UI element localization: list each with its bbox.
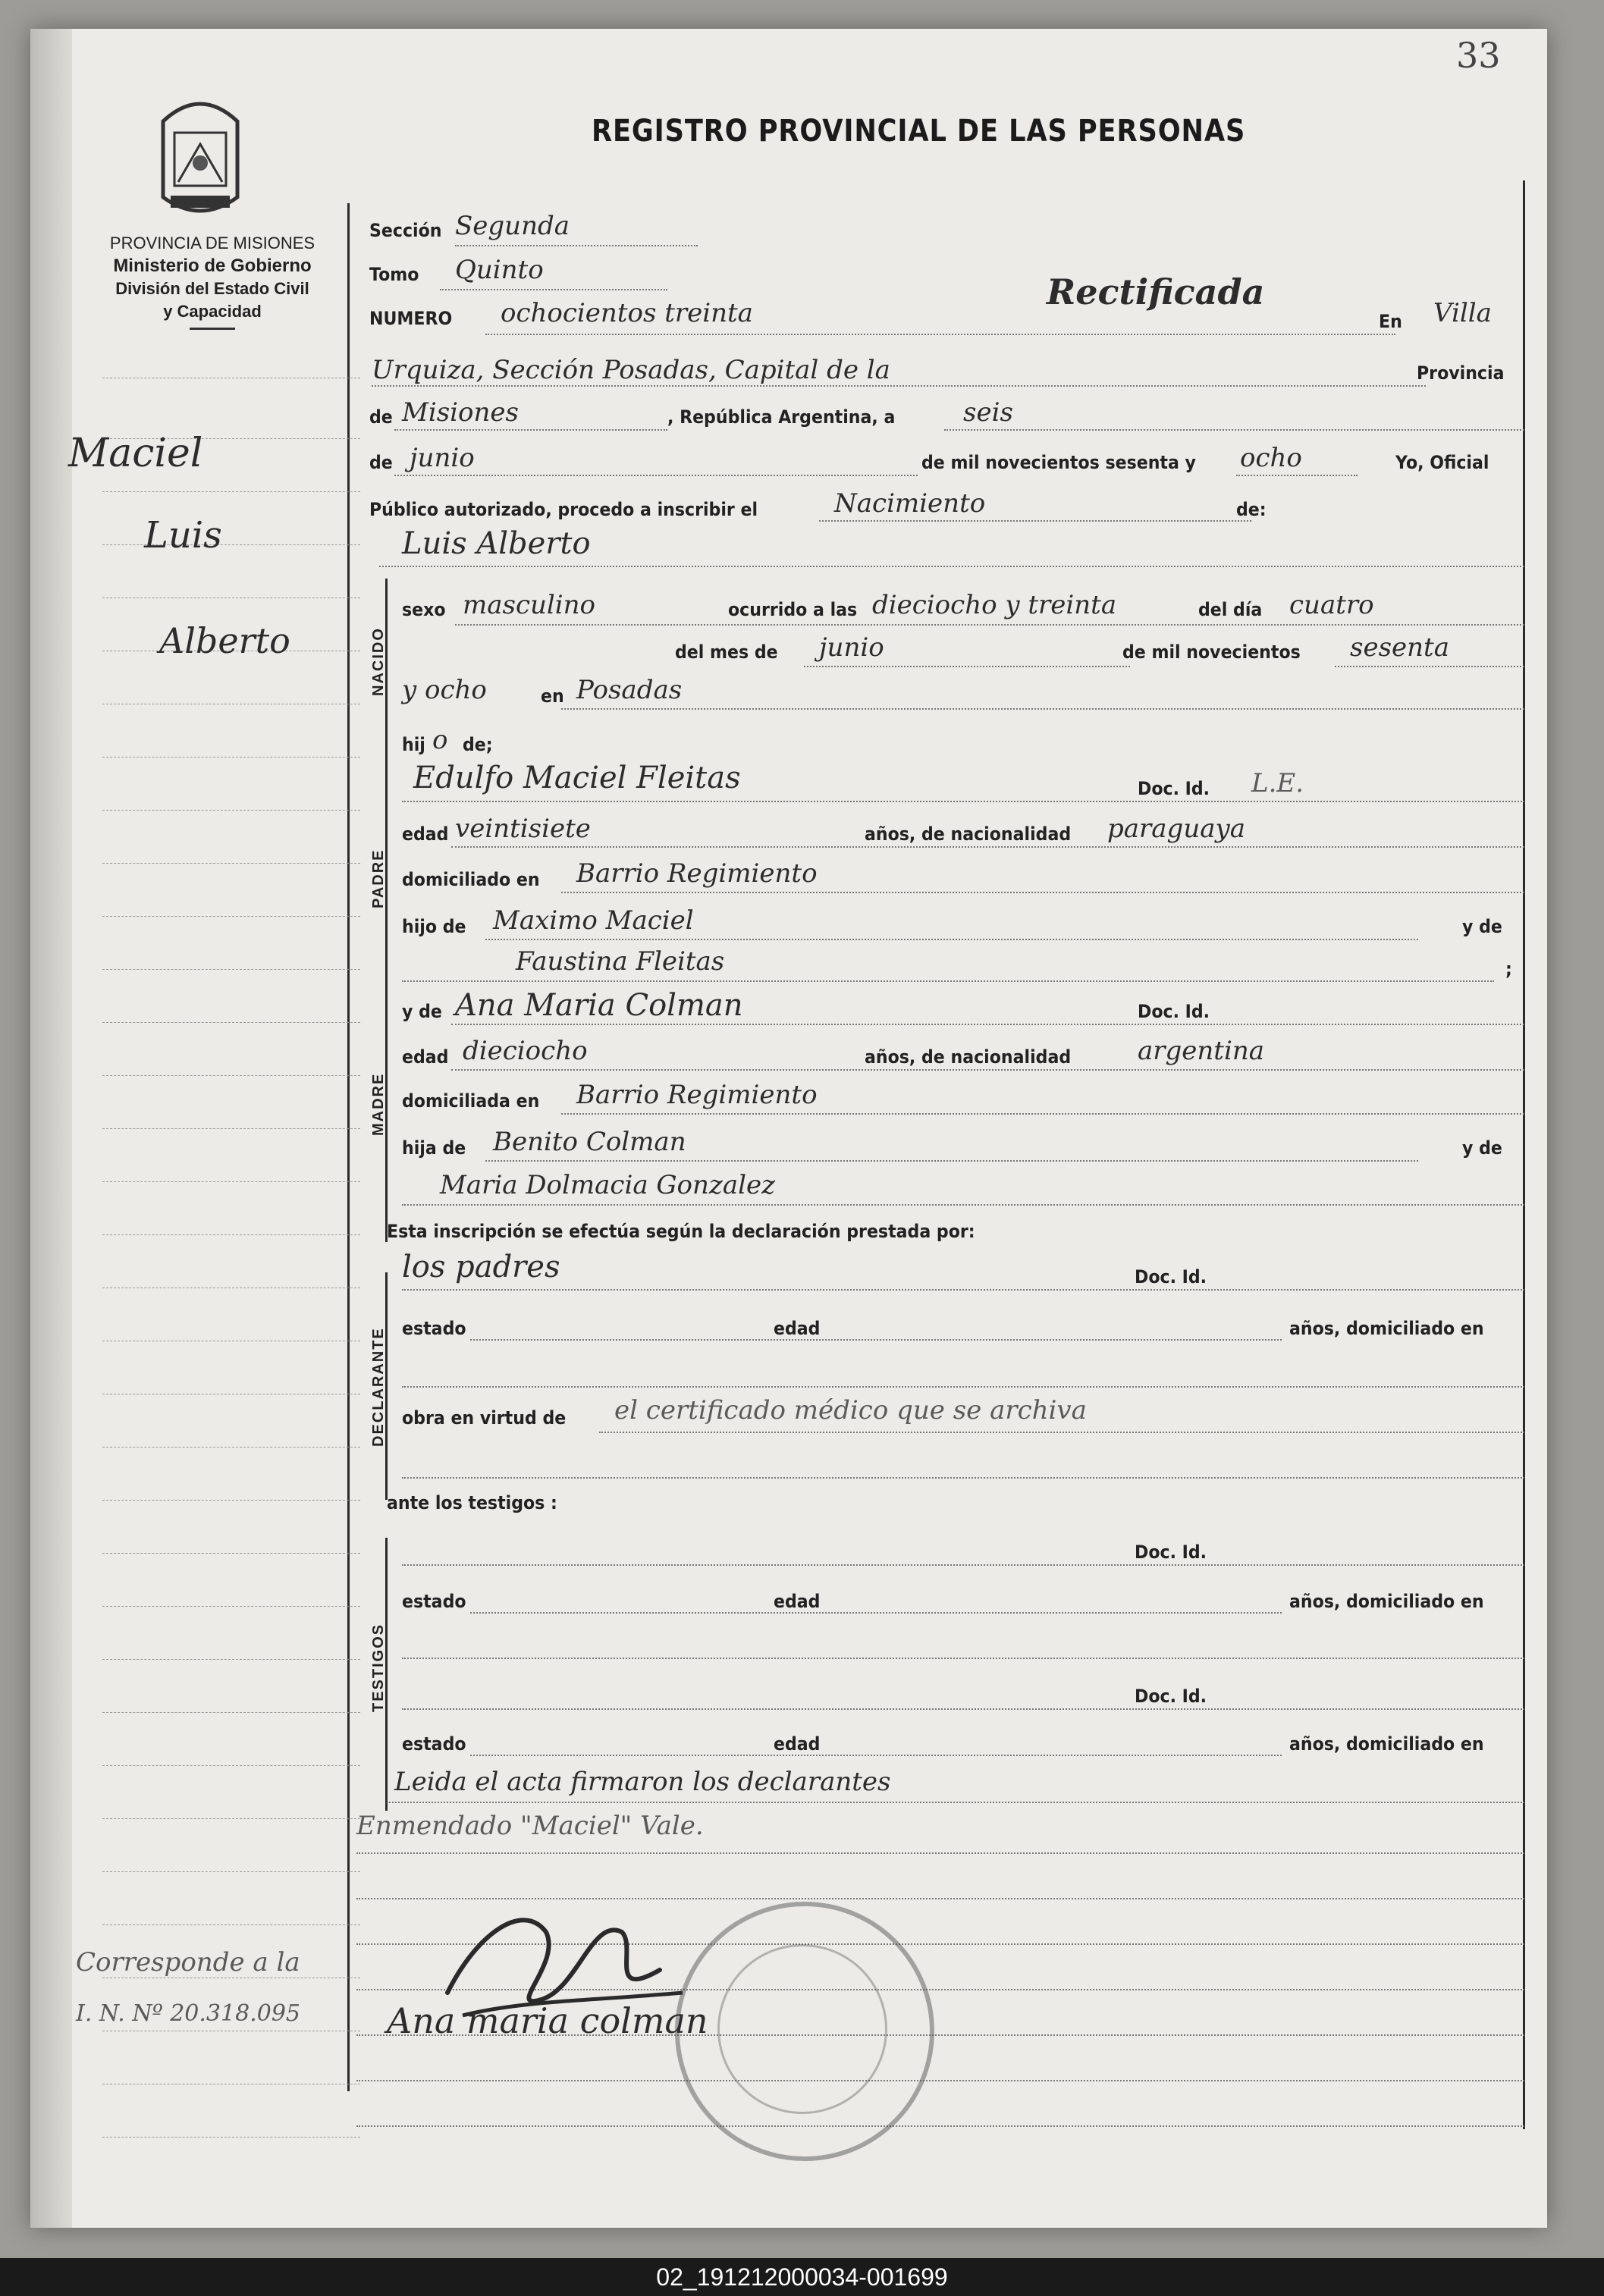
value-tomo: Quinto xyxy=(455,255,544,285)
label-obra: obra en virtud de xyxy=(402,1407,567,1429)
document-title: REGISTRO PROVINCIAL DE LAS PERSONAS xyxy=(592,114,1246,149)
section-label-madre: MADRE xyxy=(370,1072,387,1136)
value-declarante: los padres xyxy=(402,1250,560,1284)
label-del-mes: del mes de xyxy=(675,641,778,663)
label-hija-de: hija de xyxy=(402,1137,466,1159)
label-madre-domicilio: domiciliada en xyxy=(402,1090,540,1112)
line-declarante-domicilio xyxy=(402,1386,1524,1388)
label-de-colon: de: xyxy=(1236,499,1267,520)
value-madre-madre: Maria Dolmacia Gonzalez xyxy=(440,1170,776,1200)
line-testigo1-domicilio xyxy=(402,1658,1524,1659)
line-acto xyxy=(819,520,1251,522)
label-de-mes: de xyxy=(369,452,393,473)
label-declarante-edad: edad xyxy=(774,1318,821,1339)
margin-correction-note: Corresponde a la xyxy=(76,1947,300,1978)
label-de-hijo: de; xyxy=(463,734,493,755)
value-obra: el certificado médico que se archiva xyxy=(614,1395,1087,1426)
label-publico: Público autorizado, procedo a inscribir el xyxy=(369,499,758,520)
value-seccion: Segunda xyxy=(455,211,570,241)
page-binding xyxy=(30,29,72,2228)
label-ante-testigos: ante los testigos : xyxy=(387,1492,557,1513)
section-label-padre: PADRE xyxy=(370,848,387,908)
label-testigo2-anos: años, domiciliado en xyxy=(1289,1733,1484,1755)
label-madre-edad: edad xyxy=(402,1046,449,1068)
section-label-testigos: TESTIGOS xyxy=(370,1623,387,1712)
value-enmienda: Enmendado "Maciel" Vale. xyxy=(356,1811,704,1841)
label-yo-oficial: Yo, Oficial xyxy=(1395,452,1489,473)
line-provincia xyxy=(394,429,667,431)
line-padre-madre xyxy=(402,980,1494,982)
margin-given-2: Alberto xyxy=(159,620,290,661)
ministry-name: Ministerio de Gobierno xyxy=(113,256,312,276)
value-sexo: masculino xyxy=(463,590,596,620)
label-mil-novecientos-sesenta: de mil novecientos sesenta y xyxy=(921,452,1196,473)
value-madre-padre: Benito Colman xyxy=(493,1127,686,1157)
label-padre-y-de: y de xyxy=(1462,916,1502,937)
margin-dni-note: I. N. Nº 20.318.095 xyxy=(76,2000,300,2027)
value-provincia: Misiones xyxy=(402,397,519,428)
label-en: En xyxy=(1379,311,1402,332)
line-padre-edad xyxy=(451,846,1524,848)
line-anio-nacimiento xyxy=(1335,666,1524,667)
value-lugar: Posadas xyxy=(576,675,683,705)
label-padre-doc: Doc. Id. xyxy=(1138,778,1210,799)
line-madre-domicilio xyxy=(561,1113,1524,1115)
official-stamp xyxy=(675,1902,934,2161)
value-anio-registro: ocho xyxy=(1240,443,1302,473)
label-del-dia: del día xyxy=(1198,599,1263,620)
label-inscripcion: Esta inscripción se efectúa según la declaración prestada por: xyxy=(387,1221,975,1242)
line-lower-6 xyxy=(356,2080,1524,2081)
label-republica: , República Argentina, a xyxy=(667,406,896,428)
section-label-declarante: DECLARANTE xyxy=(370,1327,387,1447)
value-mes-registro: junio xyxy=(410,443,475,473)
mother-signature: Ana maria colman xyxy=(387,2000,708,2041)
value-hora: dieciocho y treinta xyxy=(872,590,1117,620)
line-lugar xyxy=(561,708,1524,710)
ministry-capacity: y Capacidad xyxy=(163,302,262,321)
label-tomo: Tomo xyxy=(369,264,419,285)
line-mes-registro xyxy=(394,475,918,476)
label-padre-domicilio: domiciliado en xyxy=(402,869,540,890)
label-hijo-de: hijo de xyxy=(402,916,466,937)
label-testigo1-doc: Doc. Id. xyxy=(1135,1542,1207,1563)
line-padre-padre xyxy=(485,939,1418,940)
line-madre-padre xyxy=(485,1160,1418,1162)
label-padre-nacionalidad: años, de nacionalidad xyxy=(865,823,1072,845)
label-de-provincia: de xyxy=(369,406,393,428)
label-de-mil-novecientos: de mil novecientos xyxy=(1122,641,1301,663)
line-mes-nacimiento xyxy=(804,666,1130,667)
label-seccion: Sección xyxy=(369,220,442,241)
label-hij: hij xyxy=(402,734,425,755)
value-cierre: Leida el acta firmaron los declarantes xyxy=(394,1767,891,1797)
ministry-province: PROVINCIA DE MISIONES xyxy=(109,234,315,252)
line-obra xyxy=(599,1432,1524,1433)
line-lower-1 xyxy=(356,1852,1524,1854)
line-madre-edad xyxy=(451,1069,1524,1071)
value-numero: ochocientos treinta xyxy=(501,298,753,328)
value-hij-suffix: o xyxy=(432,725,448,755)
label-sexo: sexo xyxy=(402,599,446,620)
line-cierre xyxy=(387,1802,1524,1803)
label-testigo1-estado: estado xyxy=(402,1591,466,1612)
value-en: Villa xyxy=(1433,298,1492,328)
label-testigo2-doc: Doc. Id. xyxy=(1135,1686,1207,1707)
line-anio-registro xyxy=(1236,475,1358,476)
value-acto: Nacimiento xyxy=(834,488,986,519)
value-anio-nacimiento: sesenta xyxy=(1350,632,1449,663)
section-label-nacido: NACIDO xyxy=(370,627,387,696)
line-testigo2-estado xyxy=(470,1755,1282,1756)
value-madre-nombre: Ana Maria Colman xyxy=(455,988,743,1023)
label-madre-doc: Doc. Id. xyxy=(1138,1001,1210,1022)
value-locality: Urquiza, Sección Posadas, Capital de la xyxy=(372,355,890,385)
value-padre-nombre: Edulfo Maciel Fleitas xyxy=(413,761,741,795)
label-padre-edad: edad xyxy=(402,823,449,845)
value-padre-domicilio: Barrio Regimiento xyxy=(576,858,818,889)
line-madre-madre xyxy=(402,1204,1524,1206)
page-number: 33 xyxy=(1456,35,1501,76)
line-declarante xyxy=(402,1289,1524,1291)
line-padre-nombre xyxy=(402,801,1524,802)
value-padre-nacionalidad: paraguaya xyxy=(1107,814,1245,844)
value-padre-padre: Maximo Maciel xyxy=(493,905,694,936)
label-testigo2-edad: edad xyxy=(774,1733,821,1755)
line-numero xyxy=(485,334,1395,335)
footer-file-id: 02_191212000034-001699 xyxy=(0,2258,1604,2296)
label-ocurrido: ocurrido a las xyxy=(728,599,858,620)
label-declarante-doc: Doc. Id. xyxy=(1135,1266,1207,1288)
value-rectificada-stamp: Rectificada xyxy=(1047,271,1265,312)
margin-surname: Maciel xyxy=(68,431,203,476)
value-dia-registro: seis xyxy=(963,397,1013,428)
label-declarante-anos: años, domiciliado en xyxy=(1289,1318,1484,1339)
label-declarante-estado: estado xyxy=(402,1318,466,1339)
label-provincia: Provincia xyxy=(1417,362,1505,384)
label-madre-nacionalidad: años, de nacionalidad xyxy=(865,1046,1072,1068)
value-madre-nacionalidad: argentina xyxy=(1138,1036,1265,1066)
value-nombre: Luis Alberto xyxy=(402,526,591,561)
line-madre-nombre xyxy=(451,1024,1524,1025)
label-numero: NUMERO xyxy=(369,308,453,329)
label-madre-y-de: y de xyxy=(1462,1137,1502,1159)
label-en-lugar: en xyxy=(541,685,564,707)
line-lower-7 xyxy=(356,2125,1524,2127)
line-seccion xyxy=(455,245,698,246)
value-madre-edad: dieciocho xyxy=(463,1036,588,1066)
registry-page xyxy=(30,29,1547,2228)
label-testigo2-estado: estado xyxy=(402,1733,466,1755)
line-sexo xyxy=(455,624,1524,626)
value-padre-madre: Faustina Fleitas xyxy=(516,946,725,977)
label-testigo1-edad: edad xyxy=(774,1591,821,1612)
label-y-de-madre: y de xyxy=(402,1001,442,1022)
line-locality xyxy=(372,385,1426,387)
line-dia-registro xyxy=(944,429,1524,431)
ministry-division: División del Estado Civil xyxy=(115,279,309,298)
line-padre-domicilio xyxy=(561,892,1524,893)
value-mes-nacimiento: junio xyxy=(819,632,884,663)
line-testigo2 xyxy=(402,1708,1524,1710)
label-semicolon: ; xyxy=(1505,958,1512,980)
line-testigo1 xyxy=(402,1564,1524,1566)
line-testigo1-estado xyxy=(470,1612,1282,1614)
provincial-seal-icon xyxy=(155,91,245,224)
margin-given-1: Luis xyxy=(144,514,222,557)
margin-ruled-lines xyxy=(72,256,379,2182)
right-margin-border xyxy=(1523,180,1525,2129)
value-padre-doc: L.E. xyxy=(1251,768,1304,798)
line-declarante-estado xyxy=(470,1339,1282,1341)
value-madre-domicilio: Barrio Regimiento xyxy=(576,1080,818,1110)
line-obra-2 xyxy=(402,1477,1524,1479)
value-padre-edad: veintisiete xyxy=(455,814,591,844)
line-nombre xyxy=(379,566,1524,567)
line-tomo xyxy=(440,289,667,290)
value-dia-nacimiento: cuatro xyxy=(1289,590,1374,620)
value-anio-nacimiento-2: y ocho xyxy=(402,675,487,705)
label-testigo1-anos: años, domiciliado en xyxy=(1289,1591,1484,1612)
